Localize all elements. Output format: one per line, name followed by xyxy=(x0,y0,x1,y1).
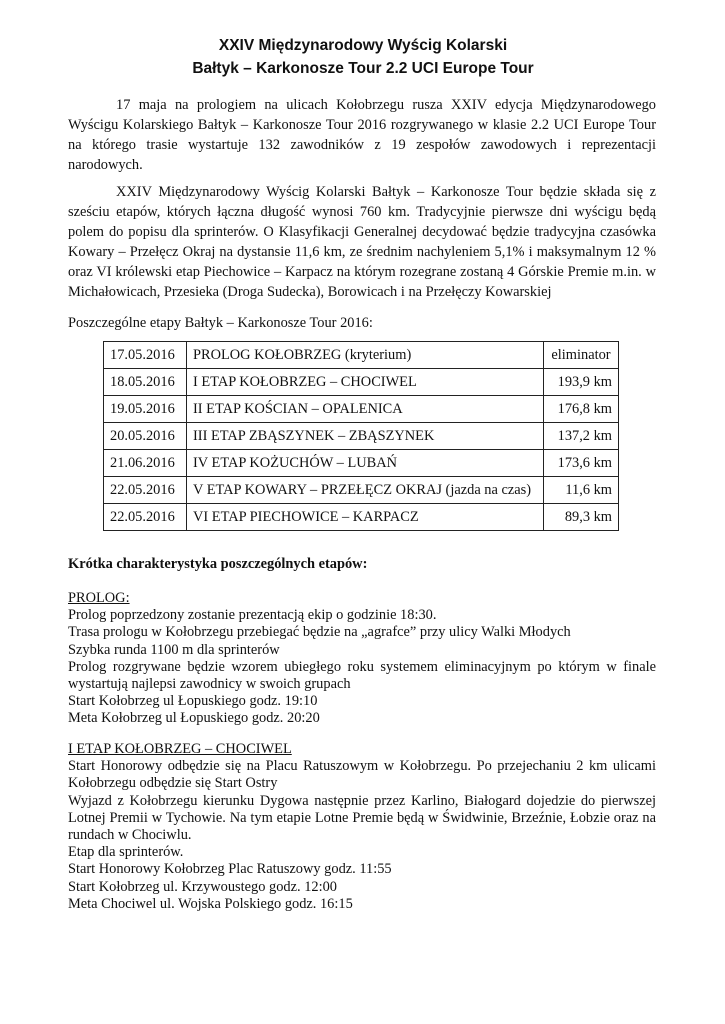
prolog-line: Trasa prologu w Kołobrzegu przebiegać będzie na „agrafce” przy ulicy Walki Młodych xyxy=(68,624,571,641)
prolog-heading: PROLOG: xyxy=(68,590,130,606)
prolog-line: Prolog poprzedzony zostanie prezentacją ekip o godzinie 18:30. xyxy=(68,607,437,624)
table-row xyxy=(104,342,619,369)
prolog-line: Prolog rozgrywane będzie wzorem ubiegłego roku systemem eliminacyjnym po którym w finale wystartują najlepsi zawodnicy w swoich grupach xyxy=(68,658,656,693)
stage-distance: eliminator xyxy=(544,342,619,369)
prolog-line: Start Kołobrzeg ul Łopuskiego godz. 19:10 xyxy=(68,693,318,710)
title-line-1: XXIV Międzynarodowy Wyścig Kolarski xyxy=(218,37,508,54)
stage-name: VI ETAP PIECHOWICE – KARPACZ xyxy=(187,504,544,531)
stage1-heading: I ETAP KOŁOBRZEG – CHOCIWEL xyxy=(68,741,292,757)
stage1-line: Start Honorowy Kołobrzeg Plac Ratuszowy godz. 11:55 xyxy=(68,861,392,878)
table-row xyxy=(104,450,619,477)
stage1-line: Etap dla sprinterów. xyxy=(68,844,184,861)
prolog-section xyxy=(68,590,656,728)
section-heading: Krótka charakterystyka poszczególnych etapów: xyxy=(68,556,368,572)
stages-intro: Poszczególne etapy Bałtyk – Karkonosze Tour 2016: xyxy=(68,315,373,331)
race-description-paragraph: XXIV Międzynarodowy Wyścig Kolarski Bałtyk – Karkonosze Tour będzie składa się z sześciu etapów, których łączna długość wynosi 760 km. Tradycyjnie pierwsze dni wyścigu będą polem do popisu dla sprinterów. O Klasyfikacji Generalnej decydować będzie tradycyjna czasówka Kowary – Przełęcz Okraj na dystansie 11,6 km, ze średnim nachyleniem 5,1% i maksymalnym 12 % oraz VI królewski etap Piechowice – Karpacz na którym rozegrane zostaną 4 Górskie Premie m.in. w Michałowicach, Przesieka (Droga Sudecka), Borowicach i na Przełęczy Kowarskiej xyxy=(68,184,656,300)
stage1-line: Start Kołobrzeg ul. Krzywoustego godz. 12:00 xyxy=(68,878,337,895)
stage-date: 17.05.2016 xyxy=(104,342,187,369)
stage-date: 19.05.2016 xyxy=(104,396,187,423)
stage-date: 20.05.2016 xyxy=(104,423,187,450)
stage-name: I ETAP KOŁOBRZEG – CHOCIWEL xyxy=(187,369,544,396)
prolog-line: Szybka runda 1100 m dla sprinterów xyxy=(68,641,280,658)
stage-distance: 137,2 km xyxy=(544,423,619,450)
table-row xyxy=(104,396,619,423)
intro-paragraph: 17 maja na prologiem na ulicach Kołobrzegu rusza XXIV edycja Międzynarodowego Wyścigu Kolarskiego Bałtyk – Karkonosze Tour 2016 rozgrywanego w klasie 2.2 UCI Europe Tour na którego trasie wystartuje 132 zawodników z 19 zespołów zawodowych i reprezentacji narodowych. xyxy=(68,97,656,173)
stage-name: IV ETAP KOŻUCHÓW – LUBAŃ xyxy=(187,450,544,477)
table-row xyxy=(104,504,619,531)
stage-distance: 173,6 km xyxy=(544,450,619,477)
stage-date: 21.06.2016 xyxy=(104,450,187,477)
stage1-line: Wyjazd z Kołobrzegu kierunku Dygowa następnie przez Karlino, Białogard dojedzie do pierwszej Lotnej Premii w Tychowie. Na tym etapie Lotne Premie będą w Świdwinie, Brzeźnie, Łobzie oraz na rundach w Chociwlu. xyxy=(68,792,656,844)
stage1-line: Meta Chociwel ul. Wojska Polskiego godz. 16:15 xyxy=(68,895,353,912)
table-row xyxy=(104,369,619,396)
stage-distance: 89,3 km xyxy=(544,504,619,531)
stages-table xyxy=(103,341,619,531)
table-row xyxy=(104,423,619,450)
stage-distance: 11,6 km xyxy=(544,477,619,504)
stage-name: III ETAP ZBĄSZYNEK – ZBĄSZYNEK xyxy=(187,423,544,450)
stage1-line: Start Honorowy odbędzie się na Placu Ratuszowym w Kołobrzegu. Po przejechaniu 2 km ulicami Kołobrzegu odbędzie się Start Ostry xyxy=(68,758,656,792)
stage-distance: 193,9 km xyxy=(544,369,619,396)
stage-name: II ETAP KOŚCIAN – OPALENICA xyxy=(187,396,544,423)
stage1-section xyxy=(68,741,656,913)
stage-name: V ETAP KOWARY – PRZEŁĘCZ OKRAJ (jazda na czas) xyxy=(187,477,544,504)
stage-date: 18.05.2016 xyxy=(104,369,187,396)
stage-name: PROLOG KOŁOBRZEG (kryterium) xyxy=(187,342,544,369)
title-line-2: Bałtyk – Karkonosze Tour 2.2 UCI Europe Tour xyxy=(192,60,534,77)
stage-date: 22.05.2016 xyxy=(104,477,187,504)
table-row xyxy=(104,477,619,504)
document-title xyxy=(68,34,658,80)
prolog-line: Meta Kołobrzeg ul Łopuskiego godz. 20:20 xyxy=(68,710,320,727)
stage-distance: 176,8 km xyxy=(544,396,619,423)
stage-date: 22.05.2016 xyxy=(104,504,187,531)
